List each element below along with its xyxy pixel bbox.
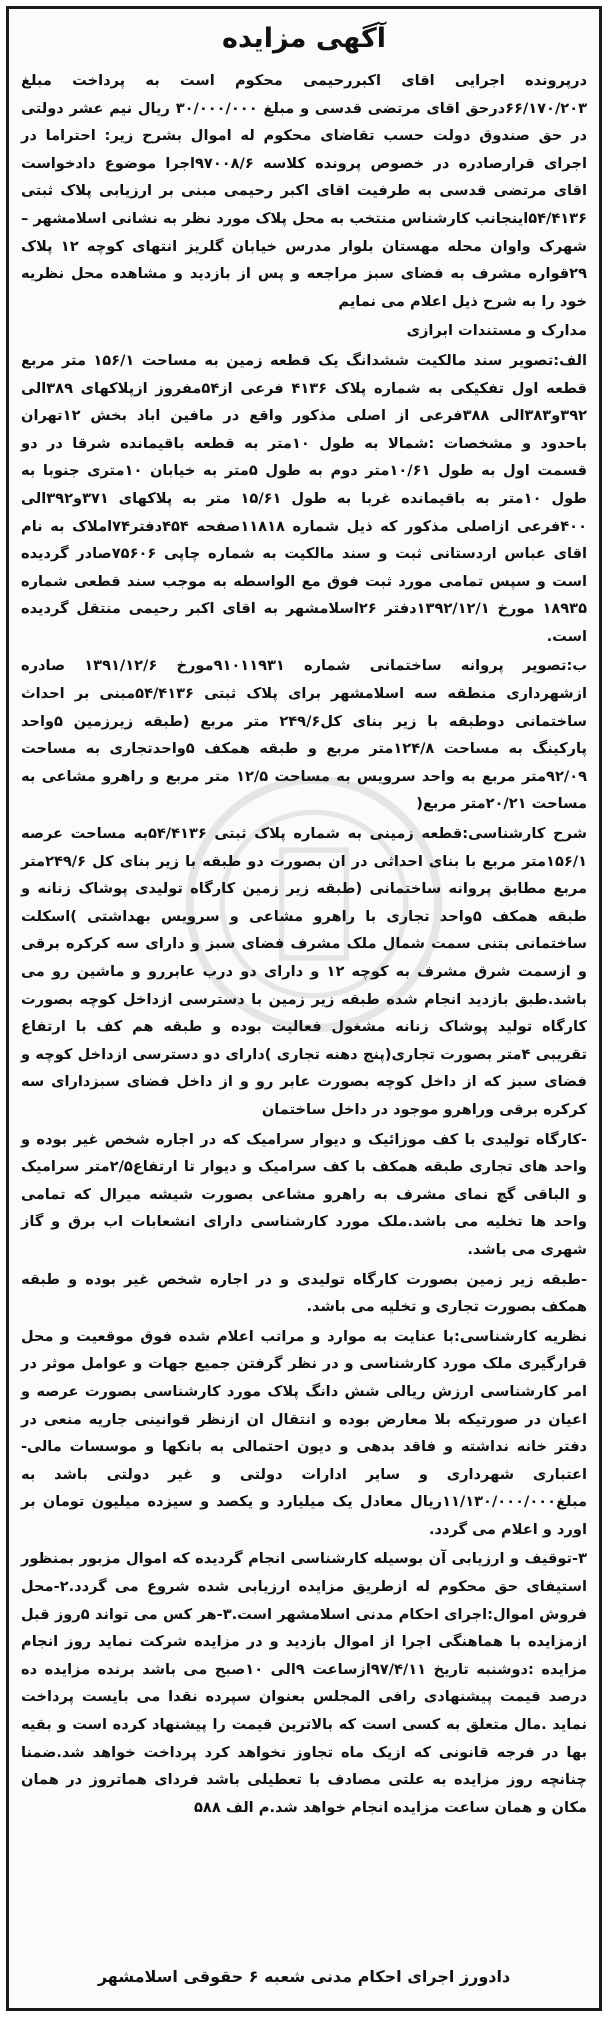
notice-frame [6,6,602,2011]
workshop-paragraph: -کارگاه تولیدی با کف موزائیک و دیوار سرامیک که در اجاره شخص غیر بوده و واحد های تجاری طبقه همکف با کف سرامیک و دیوار تا ارتفاع۲/۵متر سرامیک و الباقی گچ نمای مشرف به راهرو مشاعی بصورت شیشه میرال که تمامی واحد ها تخلیه می باشد.ملک مورد کارشناسی دارای انشعابات اب برق و گاز شهری می باشد. [21,1130,587,1258]
auction-terms-paragraph: ۳-توقیف و ارزیابی آن بوسیله کارشناسی انجام گردیده که اموال مزبور بمنظور استیفای حق محکوم له ازطریق مزایده ارزیابی شده شروع می گردد.۲-محل فروش اموال:اجرای احکام مدنی اسلامشهر است.۳-هر کس می تواند ۵روز قبل ازمزایده با هماهنگی اجرا از اموال بازدید و در مزایده شرکت نماید روز انجام مزایده :دوشنبه تاریخ ۹۷/۴/۱۱ازساعت ۹الی ۱۰صبح می باشد برنده مزایده ده درصد قیمت پیشنهادی رافی المجلس بعنوان سپرده نقدا می بایست پرداخت نماید .مال متعلق به کسی است که بالاترین قیمت را پیشنهاد کرده است و بقیه بها در فرجه قانونی که ازیک ماه تجاوز نخواهد کرد پرداخت خواهد شد.ضمنا چنانچه روز مزایده به علتی مصادف با تعطیلی باشد فردای هماتروز در همان مکان و همان ساعت مزایده انجام خواهد شد.م الف ۵۸۸ [21,1550,588,1816]
basement-paragraph: -طبقه زیر زمین بصورت کارگاه تولیدی و در اجاره شخص غیر بوده و طبقه همکف بصورت تجاری و تخلیه می باشد. [21,1270,587,1316]
notice-title: آگهی مزایده [222,23,386,54]
notice-body [21,19,587,1998]
expert-opinion-paragraph: نظریه کارشناسی:با عنایت به موارد و مراتب اعلام شده فوق موقعیت و محل قرارگیری ملک مورد کارشناسی و در نظر گرفتن جمیع جهات و عوامل موثر در امر کارشناسی ارزش ریالی شش دانگ پلاک مورد کارشناسی بصورت عرصه و اعیان در صورتیکه بلا معارض بوده و انتقال ان ازنظر قوانینی جاریه منعی در دفتر خانه نداشته و فاقد بدهی و دیون احتمالی به بانکها و موسسات مالی-اعتباری شهرداری و سایر ادارات دولتی و غیر دولتی باشد به مبلغ۱۱/۱۳۰/۰۰۰/۰۰۰ریال معادل یک میلیارد و یکصد و سیزده میلیون تومان بر اورد و اعلام می گردد. [21,1327,587,1538]
expert-description-paragraph: شرح کارشناسی:قطعه زمینی به شماره پلاک ثبتی ۵۴/۴۱۳۶به مساحت عرصه ۱۵۶/۱متر مربع با بنای احداثی در ان بصورت دو طبقه با زیر بنای کل ۲۴۹/۶متر مربع مطابق پروانه ساختمانی (طبقه زیر زمین کارگاه تولیدی پوشاک زنانه و طبقه همکف ۵واحد تجاری با راهرو مشاعی و سرویس بهداشتی )اسکلت ساختمانی بتنی سمت شمال ملک مشرف فضای سبز و دارای سه کرکره برقی و ازسمت شرق مشرف به کوچه ۱۲ و دارای دو درب عابررو و ماشین رو می باشد.طبق بازدید انجام شده طبقه زیر زمین با دسترسی ازداخل کوچه بصورت کارگاه تولید پوشاک زنانه مشغول فعالیت بوده و طبقه هم کف با ارتفاع تقریبی ۴متر بصورت تجاری(پنج دهنه تجاری )دارای دو دسترسی ازداخل کوچه و فضای سبز که از داخل کوچه بصورت عابر رو و از داخل فضای سبزدارای سه کرکره برقی وراهرو موجود در داخل ساختمان [21,825,588,1118]
documents-heading: مدارک و مستندات ابرازی [406,322,587,340]
deed-paragraph: الف:تصویر سند مالکیت ششدانگ یک قطعه زمین به مساحت ۱۵۶/۱ متر مربع قطعه اول تفکیکی به شماره پلاک ۴۱۳۶ فرعی از۵۴مفروز ازپلاکهای ۳۸۹الی ۳۹۲و۳۸۳الی ۳۸۸فرعی از اصلی مذکور واقع در مافین اباد بخش ۱۲تهران باحدود و مشخصات :شمالا به طول ۱۰متر به قطعه باقیمانده شرقا در دو قسمت اول به طول ۱۰/۶۱متر دوم به طول ۵متر به خیابان ۱۰متری جنوبا به طول ۱۰متر به باقیمانده غربا به طول ۱۵/۶۱ متر به پلاکهای ۳۷۱و۳۹۲الی ۴۰۰فرعی ازاصلی مذکور که ذیل شماره ۱۱۸۱۸صفحه ۴۵۴دفتر۷۴املاک به نام اقای عباس اردستانی ثبت و سند مالکیت به شماره چاپی ۷۵۶۰۶صادر گردیده است و سپس تمامی مورد ثبت فوق مع الواسطه به موجب سند قطعی شماره ۱۸۹۳۵ مورخ ۱۳۹۲/۱۲/۱دفتر ۲۶اسلامشهر به اقای اکبر رحیمی منتقل گردیده است. [21,351,588,645]
signature-line: دادورز اجرای احکام مدنی شعبه ۶ حقوقی اسلامشهر [97,1967,511,1986]
intro-paragraph: درپرونده اجرایی اقای اکبررحیمی محکوم است به پرداخت مبلغ ۶۶/۱۷۰/۲۰۳درحق اقای مرتضی قدسی و مبلغ ۳۰/۰۰۰/۰۰۰ ریال نیم عشر دولتی در حق صندوق دولت حسب تقاضای محکوم له اموال بشرح زیر: احتراما در اجرای قرارصادره در خصوص پرونده کلاسه ۹۷۰۰۸/۶اجرا موضوع دادخواست اقای مرتضی قدسی به طرفیت اقای اکبر رحیمی مبنی بر ارزیابی پلاک ثبتی ۵۴/۴۱۳۶اینجانب کارشناس منتخب به محل پلاک مورد نظر به نشانی اسلامشهر –شهرک واوان محله مهستان بلوار مدرس خیابان گلریز انتهای کوچه ۱۲ پلاک ۲۹قواره مشرف به فضای سبز مراجعه و پس از بازدید و مشاهده محل نظریه خود را به شرح ذیل اعلام می نمایم [21,72,588,310]
permit-paragraph: ب:تصویر پروانه ساختمانی شماره ۹۱۰۱۱۹۳۱مورخ ۱۳۹۱/۱۲/۶ صادره ازشهرداری منطقه سه اسلامشهر برای پلاک ثبتی ۵۴/۴۱۳۶مبنی بر احداث ساختمانی دوطبقه با زیر بنای کل۲۴۹/۶ متر مربع (طبقه زیرزمین ۵واحد پارکینگ به مساحت ۱۲۴/۸متر مربع و طبقه همکف ۵واحدتجاری به مساحت ۹۲/۰۹متر مربع به واحد سرویس به مساحت ۱۲/۵ متر مربع و راهرو مشاعی به مساحت ۲۰/۲۱متر مربع( [21,657,588,813]
